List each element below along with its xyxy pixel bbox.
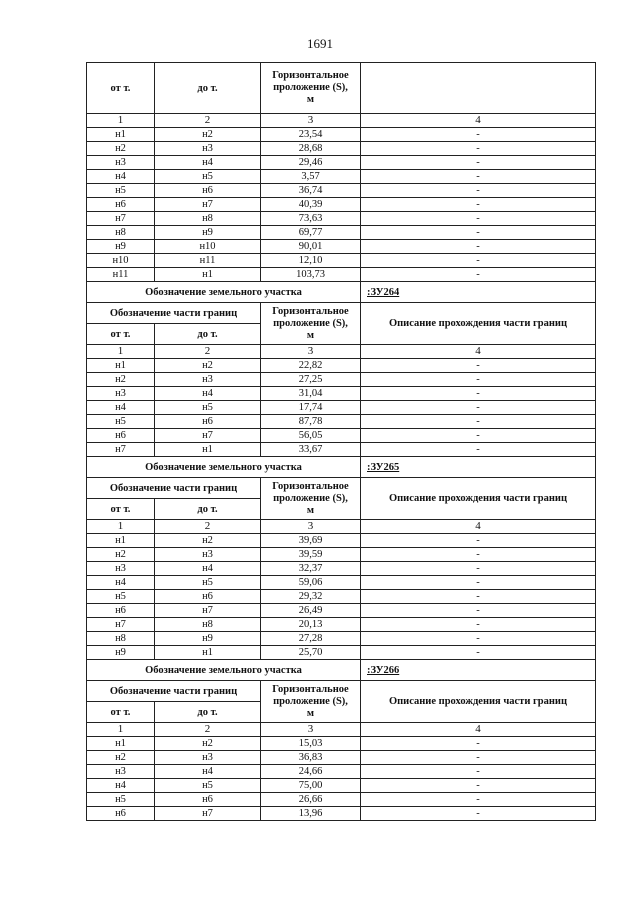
gor-line: проложение (S),	[273, 317, 348, 329]
point-from: н1	[87, 359, 155, 373]
horizontal-distance: 20,13	[261, 618, 361, 632]
horizontal-distance: 27,28	[261, 632, 361, 646]
table-row	[87, 156, 596, 170]
land-plot-designation-row	[87, 282, 596, 303]
horizontal-distance: 69,77	[261, 226, 361, 240]
table-row	[87, 562, 596, 576]
point-to: н3	[155, 373, 261, 387]
point-from: н5	[87, 184, 155, 198]
point-to: н6	[155, 793, 261, 807]
horizontal-distance: 39,69	[261, 534, 361, 548]
point-from: н9	[87, 240, 155, 254]
table-row	[87, 534, 596, 548]
table-row	[87, 751, 596, 765]
point-from: н2	[87, 373, 155, 387]
point-from: н4	[87, 401, 155, 415]
boundary-description: -	[361, 737, 596, 751]
point-to: н6	[155, 590, 261, 604]
gor-line: м	[306, 329, 315, 341]
point-to: н1	[155, 646, 261, 660]
continuation-header-row	[87, 63, 596, 114]
point-from: н7	[87, 443, 155, 457]
horizontal-distance: 13,96	[261, 807, 361, 821]
point-from: н6	[87, 807, 155, 821]
column-number: 2	[155, 520, 261, 534]
point-from: н5	[87, 793, 155, 807]
boundary-description: -	[361, 254, 596, 268]
point-from: н1	[87, 534, 155, 548]
horizontal-distance: 26,49	[261, 604, 361, 618]
table-row	[87, 212, 596, 226]
point-from: н2	[87, 142, 155, 156]
table-row	[87, 737, 596, 751]
land-plot-designation-label: Обозначение земельного участка	[87, 282, 361, 303]
point-to: н5	[155, 170, 261, 184]
horizontal-distance: 27,25	[261, 373, 361, 387]
point-to: н3	[155, 548, 261, 562]
boundary-description: -	[361, 562, 596, 576]
horizontal-distance: 15,03	[261, 737, 361, 751]
boundary-description: -	[361, 156, 596, 170]
boundary-description: -	[361, 128, 596, 142]
point-from: н3	[87, 156, 155, 170]
table-row	[87, 779, 596, 793]
table-row	[87, 793, 596, 807]
boundary-description: -	[361, 632, 596, 646]
point-to: н5	[155, 401, 261, 415]
point-to: н4	[155, 387, 261, 401]
horizontal-distance: 33,67	[261, 443, 361, 457]
column-number: 3	[261, 114, 361, 128]
table-row	[87, 590, 596, 604]
column-number: 1	[87, 114, 155, 128]
horizontal-distance: 40,39	[261, 198, 361, 212]
table-row	[87, 268, 596, 282]
point-from: н5	[87, 415, 155, 429]
point-to: н3	[155, 142, 261, 156]
column-number: 2	[155, 723, 261, 737]
point-from: н1	[87, 128, 155, 142]
point-to: н2	[155, 359, 261, 373]
land-plot-designation-row	[87, 660, 596, 681]
col-header-to: до т.	[155, 324, 261, 345]
horizontal-distance: 29,32	[261, 590, 361, 604]
land-plot-id: :ЗУ265	[361, 457, 596, 478]
gor-line3: м	[306, 94, 315, 105]
section-header-row	[87, 303, 596, 324]
point-from: н10	[87, 254, 155, 268]
horizontal-distance: 24,66	[261, 765, 361, 779]
point-to: н6	[155, 415, 261, 429]
boundary-part-designation-label: Обозначение части границ	[87, 681, 261, 702]
point-to: н4	[155, 156, 261, 170]
column-number: 2	[155, 345, 261, 359]
col-header-from: от т.	[87, 63, 155, 114]
column-number: 1	[87, 723, 155, 737]
point-to: н11	[155, 254, 261, 268]
point-from: н1	[87, 737, 155, 751]
col-header-to: до т.	[155, 499, 261, 520]
horizontal-distance: 90,01	[261, 240, 361, 254]
col-header-horizontal	[261, 681, 361, 723]
table-row	[87, 618, 596, 632]
gor-line: Горизонтальное	[272, 480, 349, 492]
boundary-description: -	[361, 142, 596, 156]
boundary-description: -	[361, 618, 596, 632]
horizontal-distance: 36,83	[261, 751, 361, 765]
point-from: н6	[87, 429, 155, 443]
point-from: н7	[87, 212, 155, 226]
table-row	[87, 184, 596, 198]
table-row	[87, 198, 596, 212]
point-to: н1	[155, 443, 261, 457]
boundary-description: -	[361, 590, 596, 604]
col-header-from: от т.	[87, 499, 155, 520]
boundary-description: -	[361, 793, 596, 807]
gor-line2: проложение (S),	[273, 82, 348, 93]
boundary-description: -	[361, 359, 596, 373]
column-number-row	[87, 723, 596, 737]
horizontal-distance: 12,10	[261, 254, 361, 268]
gor-line: Горизонтальное	[272, 683, 349, 695]
boundary-description: -	[361, 170, 596, 184]
point-to: н5	[155, 576, 261, 590]
gor-line: м	[306, 707, 315, 719]
column-number-row	[87, 520, 596, 534]
boundary-description: -	[361, 646, 596, 660]
point-to: н9	[155, 226, 261, 240]
land-plot-designation-label: Обозначение земельного участка	[87, 457, 361, 478]
point-to: н7	[155, 604, 261, 618]
boundary-description: -	[361, 198, 596, 212]
boundary-description: -	[361, 779, 596, 793]
horizontal-distance: 25,70	[261, 646, 361, 660]
col-header-horizontal	[261, 303, 361, 345]
table-row	[87, 415, 596, 429]
table-row	[87, 443, 596, 457]
col-header-horizontal	[261, 478, 361, 520]
point-from: н4	[87, 576, 155, 590]
horizontal-distance: 17,74	[261, 401, 361, 415]
point-to: н7	[155, 198, 261, 212]
col-header-description: Описание прохождения части границ	[361, 681, 596, 723]
table-row	[87, 359, 596, 373]
land-plot-designation-label: Обозначение земельного участка	[87, 660, 361, 681]
gor-line1: Горизонтальное	[272, 70, 349, 81]
point-from: н5	[87, 590, 155, 604]
point-to: н2	[155, 534, 261, 548]
col-header-horizontal	[261, 63, 361, 114]
point-from: н6	[87, 604, 155, 618]
horizontal-distance: 36,74	[261, 184, 361, 198]
table-row	[87, 387, 596, 401]
boundary-description: -	[361, 212, 596, 226]
horizontal-distance: 31,04	[261, 387, 361, 401]
point-from: н4	[87, 170, 155, 184]
land-plot-id: :ЗУ264	[361, 282, 596, 303]
point-to: н10	[155, 240, 261, 254]
point-from: н2	[87, 751, 155, 765]
boundary-description: -	[361, 765, 596, 779]
col-header-description: Описание прохождения части границ	[361, 478, 596, 520]
table-row	[87, 142, 596, 156]
gor-line: проложение (S),	[273, 492, 348, 504]
gor-line: проложение (S),	[273, 695, 348, 707]
column-number: 4	[361, 520, 596, 534]
point-to: н2	[155, 737, 261, 751]
point-from: н11	[87, 268, 155, 282]
horizontal-distance: 56,05	[261, 429, 361, 443]
land-plot-designation-row	[87, 457, 596, 478]
col-header-description: Описание прохождения части границ	[361, 303, 596, 345]
point-to: н1	[155, 268, 261, 282]
col-header-from: от т.	[87, 324, 155, 345]
point-to: н7	[155, 807, 261, 821]
horizontal-distance: 28,68	[261, 142, 361, 156]
column-number-row	[87, 345, 596, 359]
point-from: н7	[87, 618, 155, 632]
point-from: н3	[87, 562, 155, 576]
boundary-description: -	[361, 604, 596, 618]
point-to: н5	[155, 779, 261, 793]
boundary-description: -	[361, 751, 596, 765]
boundary-description: -	[361, 576, 596, 590]
point-to: н9	[155, 632, 261, 646]
boundary-description: -	[361, 534, 596, 548]
point-to: н6	[155, 184, 261, 198]
column-number: 4	[361, 723, 596, 737]
horizontal-distance: 32,37	[261, 562, 361, 576]
horizontal-distance: 29,46	[261, 156, 361, 170]
column-number: 3	[261, 345, 361, 359]
table-row	[87, 807, 596, 821]
column-number: 3	[261, 520, 361, 534]
horizontal-distance: 39,59	[261, 548, 361, 562]
boundary-table	[86, 62, 596, 821]
table-row	[87, 254, 596, 268]
horizontal-distance: 73,63	[261, 212, 361, 226]
column-number-row	[87, 114, 596, 128]
horizontal-distance: 23,54	[261, 128, 361, 142]
point-from: н8	[87, 226, 155, 240]
point-to: н2	[155, 128, 261, 142]
boundary-description: -	[361, 373, 596, 387]
section-header-row	[87, 478, 596, 499]
point-to: н4	[155, 562, 261, 576]
col-header-to: до т.	[155, 63, 261, 114]
table-row	[87, 604, 596, 618]
boundary-description: -	[361, 443, 596, 457]
point-from: н9	[87, 646, 155, 660]
point-from: н4	[87, 779, 155, 793]
point-from: н2	[87, 548, 155, 562]
col-header-to: до т.	[155, 702, 261, 723]
column-number: 2	[155, 114, 261, 128]
point-to: н3	[155, 751, 261, 765]
boundary-part-designation-label: Обозначение части границ	[87, 478, 261, 499]
point-from: н6	[87, 198, 155, 212]
horizontal-distance: 87,78	[261, 415, 361, 429]
point-to: н8	[155, 212, 261, 226]
column-number: 3	[261, 723, 361, 737]
table-row	[87, 632, 596, 646]
gor-line: Горизонтальное	[272, 305, 349, 317]
point-to: н4	[155, 765, 261, 779]
boundary-part-designation-label: Обозначение части границ	[87, 303, 261, 324]
table-row	[87, 401, 596, 415]
column-number: 1	[87, 520, 155, 534]
point-from: н3	[87, 765, 155, 779]
page-number: 1691	[307, 36, 333, 51]
table-row	[87, 765, 596, 779]
horizontal-distance: 59,06	[261, 576, 361, 590]
column-number: 1	[87, 345, 155, 359]
column-number: 4	[361, 345, 596, 359]
point-to: н7	[155, 429, 261, 443]
boundary-description: -	[361, 548, 596, 562]
horizontal-distance: 103,73	[261, 268, 361, 282]
boundary-description: -	[361, 415, 596, 429]
table-row	[87, 646, 596, 660]
table-row	[87, 576, 596, 590]
section-header-row	[87, 681, 596, 702]
horizontal-distance: 3,57	[261, 170, 361, 184]
table-row	[87, 373, 596, 387]
boundary-description: -	[361, 387, 596, 401]
boundary-table-body	[87, 63, 596, 821]
boundary-description: -	[361, 226, 596, 240]
land-plot-id: :ЗУ266	[361, 660, 596, 681]
col-header-description-empty	[361, 63, 596, 114]
point-to: н8	[155, 618, 261, 632]
boundary-description: -	[361, 268, 596, 282]
point-from: н3	[87, 387, 155, 401]
table-row	[87, 226, 596, 240]
horizontal-distance: 26,66	[261, 793, 361, 807]
table-row	[87, 128, 596, 142]
table-row	[87, 170, 596, 184]
table-row	[87, 240, 596, 254]
gor-line: м	[306, 504, 315, 516]
boundary-description: -	[361, 807, 596, 821]
col-header-from: от т.	[87, 702, 155, 723]
column-number: 4	[361, 114, 596, 128]
boundary-description: -	[361, 429, 596, 443]
boundary-description: -	[361, 184, 596, 198]
table-row	[87, 548, 596, 562]
horizontal-distance: 75,00	[261, 779, 361, 793]
boundary-description: -	[361, 240, 596, 254]
point-from: н8	[87, 632, 155, 646]
horizontal-distance: 22,82	[261, 359, 361, 373]
boundary-description: -	[361, 401, 596, 415]
table-row	[87, 429, 596, 443]
